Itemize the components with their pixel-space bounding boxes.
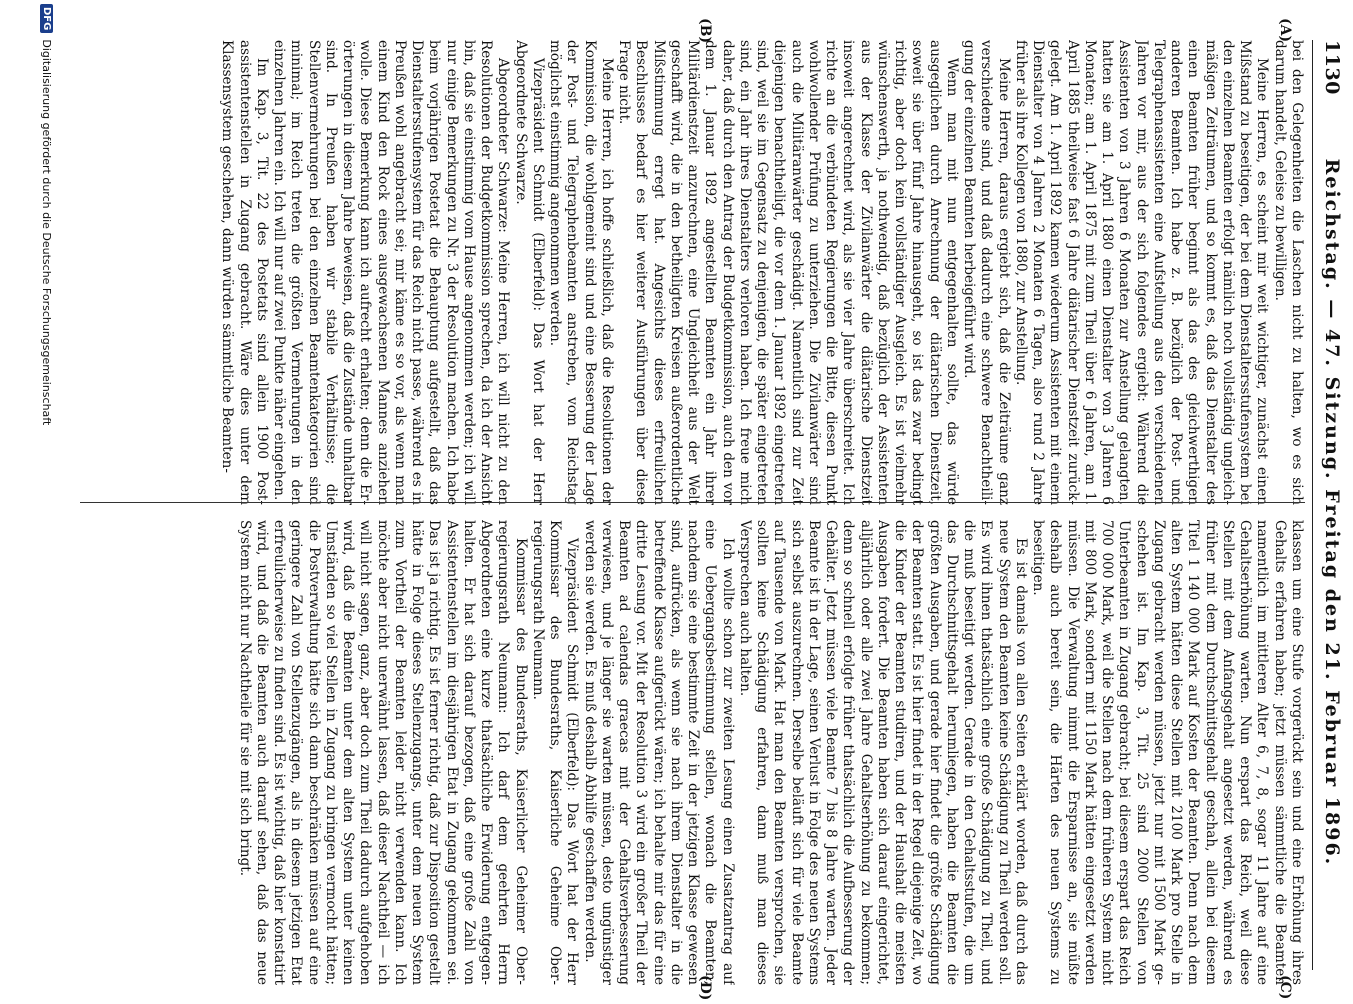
left-column — [75, 40, 1305, 505]
margin-marker-d: (D) — [697, 975, 713, 1001]
column-divider — [80, 502, 1305, 503]
dfg-logo: DFG — [41, 4, 54, 33]
page-header — [1317, 40, 1347, 970]
paragraph: Kommissar des Bundesraths, Kaiserlicher Geheimer Oberregierungsrath Neumann: Ich darf dem geehrten Herrn Abgeordneten eine kurze thatsächliche Erwiderung entgegenhalten. Er hat sich darauf bezogen, daß eine große Zahl von Assistentenstellen im diesjährigen Etat in Zugang gekommen sei. Das ist ja richtig. Es ist ferner richtig, daß zur Disposition gestellt hätte in Folge dieses Stellenzugangs, unter dem neuen System zum Vortheil der Beamten leider nicht verwenden kann. Ich möchte aber nicht unerwähnt lassen, daß dieser Nachtheil — ich will nicht sagen, ganz, aber doch zum Theil dadurch aufgehoben wird, daß die Beamten unter dem alten System unter keinen Umständen so viel Stellen in Zugang zu bringen vermocht hätten; die Postverwaltung hätte sich dann beschränken müssen auf eine geringere Zahl von Stellenzugängen, als in diesem jetzigen Etat erfreulicherweise zu finden sind. Es ist wichtig, daß hier konstatirt wird, und daß die Beamten auch darauf sehen, daß das neue System nicht nur Nachtheile für sie mit sich bringt. — [236, 520, 529, 985]
speaker-note: Vizepräsident Schmidt (Elberfeld): Das Wort hat der Herr Abgeordnete Schwarze. — [512, 40, 546, 505]
paragraph: Abgeordneter Schwarze: Meine Herren, ich will nicht zu den Resolutionen der Budgetkommission sprechen, da ich der Ansicht bin, daß sie einstimmig vom Hause angenommen werden; ich will nur einige Bemerkungen zu Nr. 3 der Resolution machen. Ich habe beim vorjährigen Postetat die Behauptung aufgestellt, daß das Dienstaltersstufensystem für das Reich nicht passe, während es in Preußen wohl angebracht sei; mir käme es so vor, als wenn man einem Kind den Rock eines ausgewachsenen Mannes anziehen wolle. Diese Bemerkung kann ich aufrecht erhalten; denn die Erörterungen in diesem Jahre beweisen, daß die Zustände unhaltbar sind. In Preußen haben wir stabile Verhältnisse; die Stellenvermehrungen bei den einzelnen Beamtenkategorien sind minimal; im Reich treten die größten Vermehrungen in den einzelnen Jahren ein. Ich will nur auf zwei Punkte näher eingehen. — [271, 40, 512, 505]
paragraph: Wenn man mit nun entgegenhalten sollte, das würde ausgeglichen durch Anrechnung der diätarischen Dienstzeit, soweit sie über fünf Jahre hinausgeht, so ist das zwar bedingt richtig, aber doch kein vollständiger Ausgleich. Es ist vielmehr wünschenswerth, ja nothwendig, daß bezüglich der Assistenten aus der Klasse der Zivilanwärter die diätarische Dienstzeit insoweit angerechnet wird, als sie vier Jahre überschreitet. Ich richte an die verbündeten Regierungen die Bitte, diesen Punkt wohlwollender Prüfung zu unterziehen. Die Zivilanwärter sind auch die Militäranwärter geschädigt. Namentlich sind zur Zeit diejenigen benachtheiligt, die vor dem 1. Januar 1892 eingetreten sind, weil sie im Gegensatz zu denjenigen, die später eingetreten sind, ein Jahr ihres Dienstalters verloren haben. Ich freue mich daher, daß durch den Antrag der Budgetkommission, auch den vor dem 1. Januar 1892 angestellten Beamten ein Jahr ihrer Militärdienstzeit anzurechnen, eine Ungleichheit aus der Welt geschafft wird, die in den betheiligten Kreisen außerordentliche Mißstimmung erregt hat. Angesichts dieses erfreulichen Beschlusses bedarf es hier weiterer Ausführungen über diese Frage nicht. — [616, 40, 960, 505]
margin-marker-a: (A) — [1277, 18, 1293, 43]
page-number: 1130 — [1321, 40, 1343, 95]
margin-marker-b: (B) — [697, 18, 713, 44]
digitization-footer — [36, 0, 58, 1004]
margin-marker-c: (C) — [1277, 975, 1293, 1000]
right-column — [75, 520, 1305, 985]
digitization-credit: Digitalisierung gefördert durch die Deutsche Forschungsgemeinschaft — [40, 39, 54, 426]
page-title: Reichstag. — 47. Sitzung. Freitag den 21. Februar 1896. — [1321, 158, 1343, 867]
speaker-note: Vizepräsident Schmidt (Elberfeld): Das Wort hat der Herr Kommissar des Bundesraths, Kaiserliche Geheime Oberregierungsrath Neumann. — [530, 520, 581, 985]
header-rule — [1312, 40, 1313, 970]
paragraph: klassen um eine Stufe vorgerückt sein und eine Erhöhung ihres Gehalts erfahren haben; jetzt müssen sämmtliche die Beamten namentlich im mittleren Alter 6, 7, 8, sogar 11 Jahre auf eine Gehaltserhöhung warten. Nun erspart das Reich, weil diese Stellen mit dem Anfangsgehalt angesetzt werden, während es früher mit dem Durchschnittsgehalt geschah, allein bei diesem Titel 1 140 000 Mark auf Kosten der Beamten. Denn nach dem alten System hätten diese Stellen mit 2100 Mark pro Stelle in Zugang gebracht werden müssen, jetzt nur mit 1500 Mark geschehen ist. Im Kap. 3, Tit. 25 sind 2000 Stellen von Unterbeamten in Zugang gebracht; bei diesem erspart das Reich 700 000 Mark, weil die Stellen nach dem früheren System nicht mit 800 Mark, sondern mit 1150 Mark hätten eingesetzt werden müssen. Die Verwaltung nimmt die Ersparnisse an, sie müßte deshalb auch bereit sein, die Härten des neuen Systems zu beseitigen. — [1030, 520, 1305, 985]
rotated-document-page — [40, 0, 1353, 1001]
paragraph: Im Kap. 3, Tit. 22 des Postetats sind allein 1900 Postassistentenstellen in Zugang gebracht. Wäre dies unter dem Klassensystem geschehen, dann würden sämmtliche Beamten- — [219, 40, 270, 505]
paragraph: Es ist damals von allen Seiten erklärt worden, daß durch das neue System den Beamten keine Schädigung zu Theil werden soll. Es wird ihnen thatsächlich eine große Schädigung zu Theil, und die muß beseitigt werden. Gerade in den Gehaltsstufen, die um das Durchschnittsgehalt herumliegen, haben die Beamten die größten Ausgaben, und gerade hier findet die größte Schädigung der Beamten statt. Es ist hier findet in der Regel diejenige Zeit, wo die Kinder der Beamten studiren, und der Haushalt die meisten Ausgaben fordert. Die Beamten haben sich darauf eingerichtet, alljährlich oder alle zwei Jahre Gehaltserhöhung zu bekommen; denn so schnell erfolgte früher thatsächlich die Aufbesserung der Gehälter. Jetzt müssen viele Beamte 7 bis 8 Jahre warten. Jeder Beamte ist in der Lage, seinen Verlust in Folge des neuen Systems sich selbst auszurechnen. Derselbe beläuft sich für viele Beamte auf Tausende von Mark. Hat man den Beamten versprochen, sie sollten keine Schädigung erfahren, dann muß man dieses Versprechen auch halten. — [737, 520, 1029, 985]
paragraph: Ich wollte schon zur zweiten Lesung einen Zusatzantrag auf eine Uebergangsbestimmung stellen, wonach die Beamten, nachdem sie eine bestimmte Zeit in der jetzigen Klasse gewesen sind, aufrücken, als wenn sie nach ihrem Dienstalter in die betreffende Klasse aufgerückt wären; ich behalte mir das für eine dritte Lesung vor. Mit der Resolution 3 wird ein großer Theil der Beamten ad calendas graecas mit der Gehaltsverbesserung verwiesen, und je länger sie warten müssen, desto ungünstiger werden sie werden. Es muß deshalb Abhilfe geschaffen werden. — [581, 520, 736, 985]
paragraph: bei den Gelegenheiten die Laschen nicht zu halten, wo es sich darum handelt, Geleise zu bewilligen. — [1271, 40, 1305, 505]
paragraph: Meine Herren, es scheint mir weit wichtiger, zunächst einen Mißstand zu beseitigen, der bei dem Dienstaltersstufensystem bei den einzelnen Beamten erfolgt nämlich noch vollständig ungleichmäßigen Zeiträumen, und so kommt es, daß das Dienstalter des einen Beamten früher beginnt als das des gleichwerthigen anderen Beamten. Ich habe z. B. bezüglich der Post- und Telegraphenassistenten eine Aufstellung aus den verschiedenen Jahren vor mir, aus der sich folgendes ergiebt: Während die Assistenten von 3 Jahren 6 Monaten zur Anstellung gelangten, hatten sie am 1. April 1880 einen Dienstalter von 3 Jahren 6 Monaten; am 1. April 1875 mit zum Theil über 6 Jahren, am 1. April 1885 theilweise fast 6 Jahre diätarischer Dienstzeit zurückgelegt. Am 1. April 1892 kamen wiederum Assistenten mit einem Dienstalter von 4 Jahren 2 Monaten 6 Tagen, also rund 2 Jahre früher als ihre Kollegen von 1880, zur Anstellung. — [1013, 40, 1271, 505]
paragraph: Meine Herren, daraus ergiebt sich, daß die Zeiträume ganz verschiedene sind, und daß dadurch eine schwere Benachtheiligung der einzelnen Beamten herbeigeführt wird. — [961, 40, 1012, 505]
paragraph: Meine Herren, ich hoffe schließlich, daß die Resolutionen der Kommission, die wohlgemeint sind und eine Besserung der Lage der Post- und Telegraphenbeamten anstreben, vom Reichstag möglichst einstimmig angenommen werden. — [547, 40, 615, 505]
